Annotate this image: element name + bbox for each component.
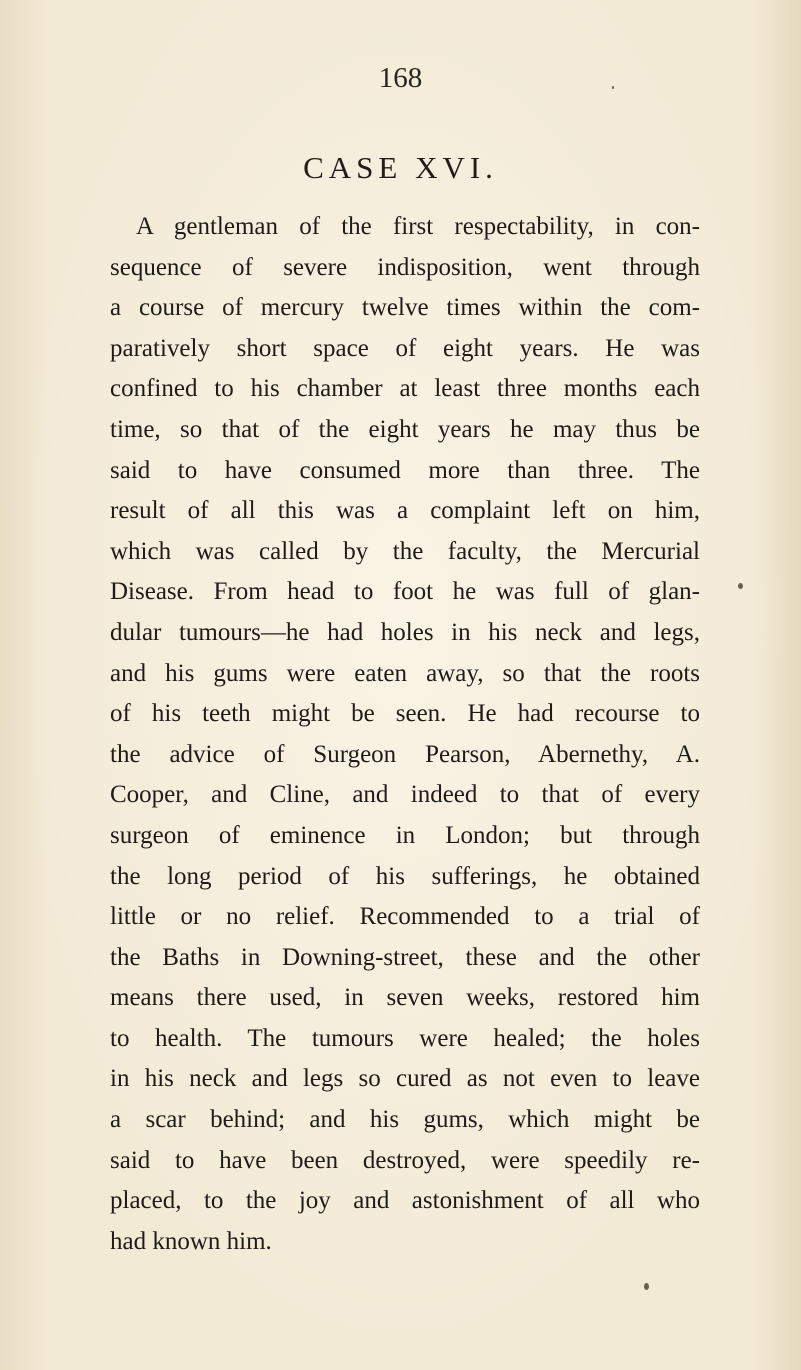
text-line: the Baths in Downing-street, these and the other <box>110 943 700 971</box>
case-paragraph <box>110 207 700 1262</box>
text-line: Disease. From head to foot he was full of glan- <box>110 578 700 606</box>
text-line: paratively short space of eight years. He was <box>110 334 700 362</box>
text-line: Cooper, and Cline, and indeed to that of every <box>110 781 700 809</box>
paper-speck <box>612 86 614 89</box>
text-line: in his neck and legs so cured as not even to leave <box>110 1065 700 1093</box>
text-line: A gentleman of the first respectability, in con- <box>136 213 700 240</box>
text-line: and his gums were eaten away, so that the roots <box>110 659 700 687</box>
text-line: result of all this was a complaint left on him, <box>110 497 700 525</box>
paper-speck <box>738 583 743 589</box>
text-line: time, so that of the eight years he may thus be <box>110 415 700 443</box>
text-line: means there used, in seven weeks, restored him <box>110 984 700 1012</box>
text-line: a scar behind; and his gums, which might be <box>110 1106 700 1134</box>
text-line: said to have consumed more than three. The <box>110 456 700 484</box>
text-line: the long period of his sufferings, he obtained <box>110 862 700 890</box>
text-line: dular tumours—he had holes in his neck and legs, <box>110 618 700 646</box>
text-line: the advice of Surgeon Pearson, Abernethy, A. <box>110 740 700 768</box>
text-line: said to have been destroyed, were speedily re- <box>110 1146 700 1174</box>
text-line: confined to his chamber at least three months each <box>110 375 700 403</box>
paper-speck <box>644 1283 649 1290</box>
text-line: to health. The tumours were healed; the holes <box>110 1024 700 1052</box>
text-line: of his teeth might be seen. He had recourse to <box>110 700 700 728</box>
text-line: a course of mercury twelve times within the com- <box>110 294 700 322</box>
text-line: which was called by the faculty, the Mercurial <box>110 537 700 565</box>
page-number: 168 <box>378 62 423 94</box>
text-line: little or no relief. Recommended to a trial of <box>110 903 700 931</box>
case-heading: CASE XVI. <box>303 150 498 185</box>
text-line: had known him. <box>110 1227 272 1255</box>
text-line: sequence of severe indisposition, went through <box>110 253 700 281</box>
text-line: placed, to the joy and astonishment of all who <box>110 1187 700 1215</box>
text-line: surgeon of eminence in London; but through <box>110 821 700 849</box>
